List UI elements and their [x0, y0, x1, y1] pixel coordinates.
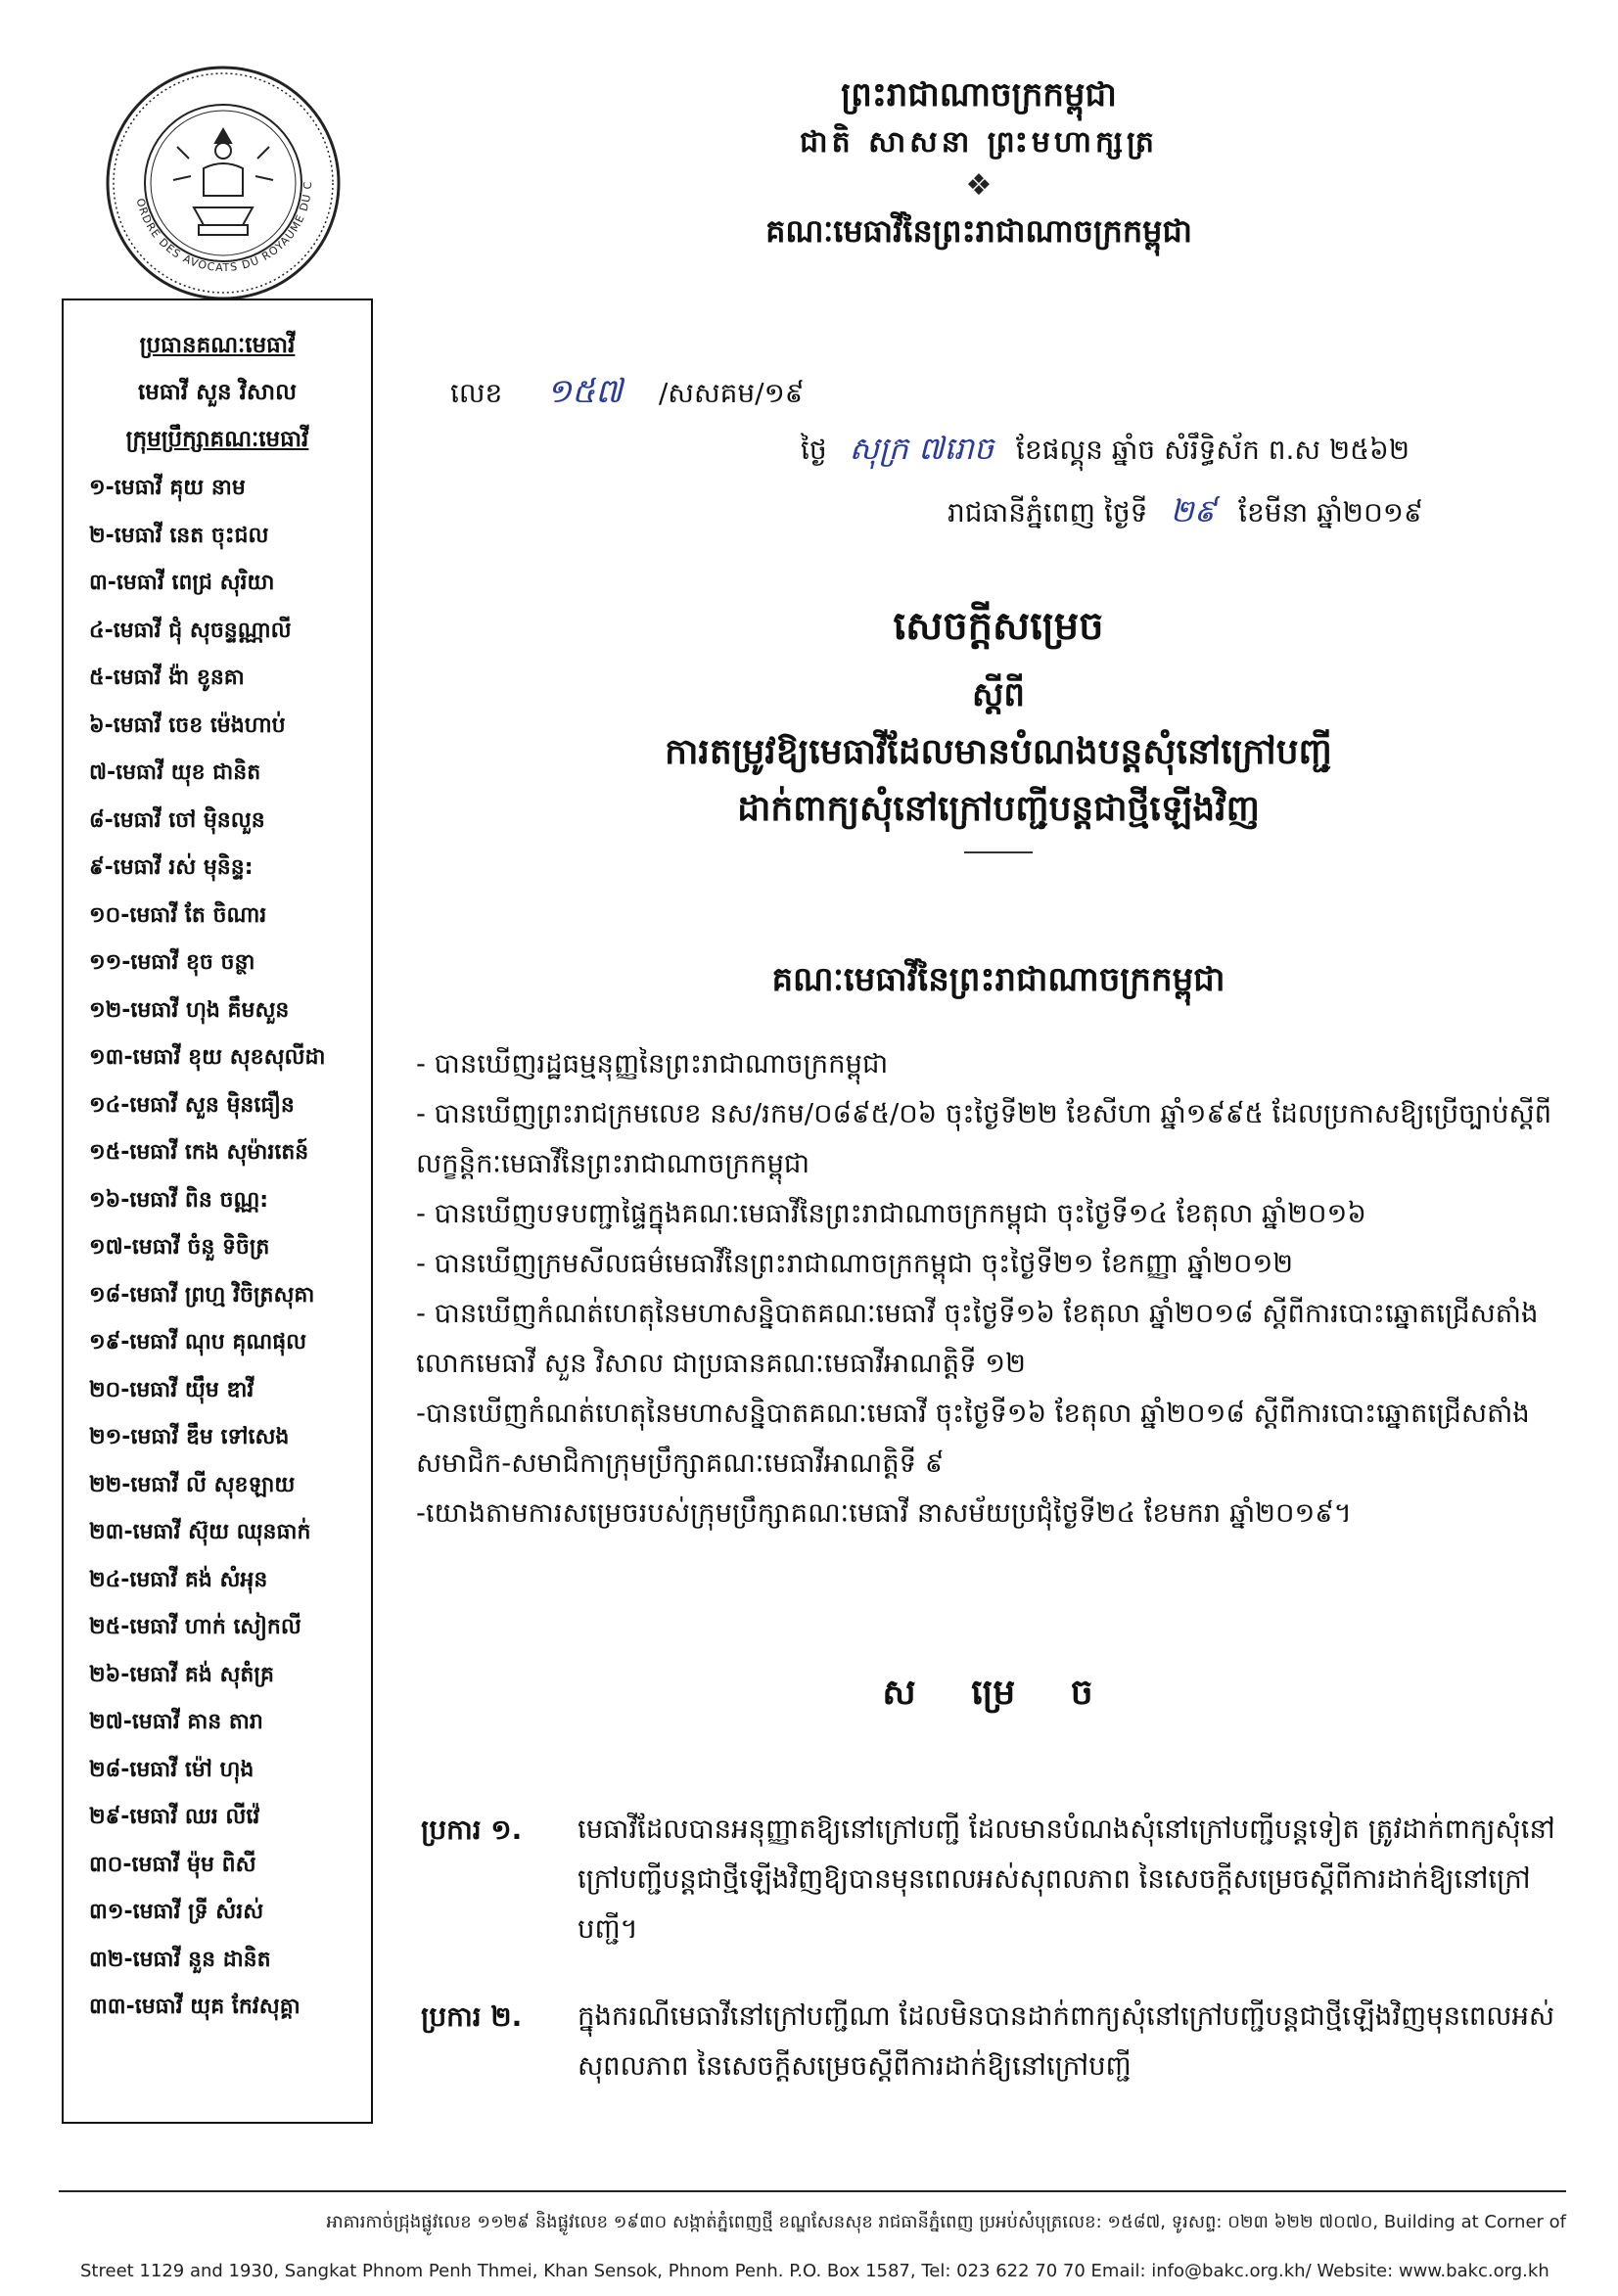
council-member: ២៩-មេធាវី ឈរ លីវ៉េ	[89, 1805, 260, 1829]
article-2-label: ប្រការ ២.	[421, 2000, 523, 2033]
council-member: ១៧-មេធាវី ចំនួ ទិចិត្រ	[89, 1235, 270, 1260]
kingdom-title: ព្រះរាជាណាចក្រកម្ពុជា	[841, 75, 1117, 115]
footer-address-khmer: អាគារកាច់ជ្រុងផ្លូវលេខ ១១២៩ និងផ្លូវលេខ ១៩៣០ សង្កាត់ភ្នំពេញថ្មី ខណ្ឌសែនសុខ រាជធានីភ្នំពេញ ប្រអប់សំបុត្រលេខ: ១៥៨៧, ទូរសព្ទ: ០២៣ ៦២២ ៧០៧០, Building at Corner of	[326, 2212, 1566, 2232]
council-member: ៩-មេធាវី រស់ មុនិន្ទ:	[89, 855, 254, 880]
council-member: ៦-មេធាវី ចេខ ម៉េងហាប់	[89, 712, 286, 738]
council-member: ១៦-មេធាវី ពិន ចណ្ណ:	[89, 1187, 269, 1213]
council-member: ១០-មេធាវី តែ ចិណារ	[89, 902, 267, 928]
article-1-text: មេធាវីដែលបានអនុញ្ញាតឱ្យនៅក្រៅបញ្ជី ដែលមានបំណងសុំនៅក្រៅបញ្ជីបន្តទៀត ត្រូវដាក់ពាក្យសុំនៅក្រៅបញ្ជីបន្តជាថ្មីឡើងវិញឱ្យបានមុនពេលអស់សុពលភាព នៃសេចក្តីសម្រេចស្តីពីការដាក់ឱ្យនៅក្រៅបញ្ជី។	[578, 1814, 1555, 1945]
council-member: ២០-មេធាវី យ៉ឹម ឌាវី	[89, 1377, 254, 1402]
letterhead	[587, 70, 1370, 256]
ref-number-handwritten: ១៥៧	[546, 372, 623, 411]
council-member: ៣២-មេធាវី នួន ដានិត	[89, 1947, 271, 1972]
president-heading: ប្រធានគណៈមេធាវី	[139, 333, 296, 358]
council-name: គណៈមេធាវីនៃព្រះរាជាណាចក្រកម្ពុជា	[765, 212, 1192, 250]
decision-title: សេចក្តីសម្រេច	[893, 604, 1104, 649]
council-member: ២២-មេធាវី លី សុខឡាយ	[89, 1472, 296, 1497]
seal-ring-text: ORDRE DES AVOCATS DU ROYAUME DU C	[133, 180, 315, 275]
article-1-label: ប្រការ ១.	[421, 1814, 523, 1846]
decision-subject-line-2: ដាក់ពាក្យសុំនៅក្រៅបញ្ជីបន្តជាថ្មីឡើងវិញ	[737, 789, 1260, 829]
member-list	[64, 465, 371, 2032]
decision-title-block	[411, 597, 1586, 853]
council-member: ៥-មេធាវី ង៉ា ខូនគា	[89, 666, 245, 690]
council-member: ២១-មេធាវី ឌឹម ទៅសេង	[89, 1425, 290, 1449]
article-2-text: ក្នុងករណីមេធាវីនៅក្រៅបញ្ជីណា ដែលមិនបានដាក់ពាក្យសុំនៅក្រៅបញ្ជីបន្តជាថ្មីឡើងវិញមុនពេលអស់សុពលភាព នៃសេចក្តីសម្រេចស្តីពីការដាក់ឱ្យនៅក្រៅបញ្ជី	[578, 2000, 1555, 2082]
solar-date-city: រាជធានីភ្នំពេញ ថ្ងៃទី	[948, 496, 1148, 528]
footer-divider	[59, 2190, 1566, 2192]
consideration-item: - បានឃើញក្រមសីលធម៌មេធាវីនៃព្រះរាជាណាចក្រកម្ពុជា ចុះថ្ងៃទី២១ ខែកញ្ញា ឆ្នាំ២០១២	[416, 1248, 1294, 1279]
council-member: ១៨-មេធាវី ព្រហ្ម វិចិត្រសុគា	[89, 1282, 315, 1308]
ref-prefix: លេខ	[450, 377, 503, 409]
ref-suffix: /សសគម/១៩	[658, 377, 805, 409]
council-member: ៧-មេធាវី យុខ ជានិត	[89, 760, 261, 785]
council-member: ២៥-មេធាវី ហាក់ សៀកលី	[89, 1615, 301, 1639]
council-member: ២៣-មេធាវី ស៊ុយ ឈុនធាក់	[89, 1520, 311, 1544]
decision-about: ស្តីពី	[972, 675, 1025, 714]
council-member: ៣៣-មេធាវី យុគ កែវសុគ្គា	[89, 1995, 300, 2019]
council-member: ៨-មេធាវី ចៅ ម៉ិនលួន	[89, 807, 265, 833]
council-heading: ក្រុមប្រឹក្សាគណៈមេធាវី	[125, 427, 309, 452]
council-member: ១៣-មេធាវី ខុយ សុខសុលីដា	[89, 1045, 326, 1070]
reference-number	[450, 367, 805, 418]
council-member: ១២-មេធាវី ហុង គឹមសួន	[89, 997, 290, 1023]
bar-association-seal	[101, 61, 346, 305]
title-divider	[964, 851, 1033, 853]
solar-date	[948, 486, 1423, 537]
council-member: ២៧-មេធាវី គាន តារា	[89, 1710, 263, 1734]
council-member: ៣០-មេធាវី ម៉ុម ពិសី	[89, 1852, 256, 1877]
council-member: ២៨-មេធាវី ម៉ៅ ហុង	[89, 1757, 254, 1782]
ornament-icon: ❖	[965, 168, 993, 203]
council-member: ៤-មេធាវី ជុំ សុចន្ទណ្ណាលី	[89, 618, 292, 643]
national-motto: ជាតិ សាសនា ព្រះមហាក្សត្រ	[800, 125, 1158, 160]
decide-heading: ស ម្រេ ច	[882, 1673, 1115, 1713]
solar-date-month-year: ខែមីនា ឆ្នាំ២០១៩	[1238, 496, 1423, 528]
council-member: ១១-មេធាវី ខុច ចន្ថា	[89, 950, 255, 975]
lunar-date	[801, 424, 1410, 475]
article-2	[421, 1992, 1566, 2091]
council-member: ១៤-មេធាវី សួន ម៉ិនធឿន	[89, 1092, 295, 1118]
lunar-date-prefix: ថ្ងៃ	[801, 434, 827, 466]
council-member: ១-មេធាវី គុយ នាម	[89, 476, 246, 500]
president-name: មេធាវី សួន វិសាល	[137, 380, 297, 405]
council-member: ៣-មេធាវី ពេជ្រ សុរិយា	[89, 571, 275, 595]
consideration-item: -បានឃើញកំណត់ហេតុនៃមហាសន្និបាតគណៈមេធាវី ចុះថ្ងៃទី១៦ ខែតុលា ឆ្នាំ២០១៨ ស្តីពីការបោះឆ្នោតជ្រើសតាំងសមាជិក-សមាជិកាក្រុមប្រឹក្សាគណៈមេធាវីអាណត្តិទី ៩	[416, 1398, 1530, 1479]
footer-address-english: Street 1129 and 1930, Sangkat Phnom Penh Thmei, Khan Sensok, Phnom Penh. P.O. Box 1587, Tel: 023 622 70 70 Email: info@bakc.org.kh/ Website: www.bakc.org.kh	[80, 2261, 1549, 2281]
solar-date-day-handwritten: ២៩	[1170, 492, 1217, 529]
consideration-item: - បានឃើញព្រះរាជក្រមលេខ នស/រកម/០៨៩៥/០៦ ចុះថ្ងៃទី២២ ខែសីហា ឆ្នាំ១៩៩៥ ដែលប្រកាសឱ្យប្រើច្បាប់ស្តីពីលក្ខន្តិកៈមេធាវីនៃព្រះរាជាណាចក្រកម្ពុជា	[416, 1098, 1552, 1179]
council-member: ២៦-មេធាវី គង់ សុតំគ្រ	[89, 1662, 274, 1687]
considerations-list	[416, 1039, 1566, 1538]
council-member: ៣១-មេធាវី ទ្រី សំរស់	[89, 1900, 264, 1924]
footer	[59, 2198, 1566, 2296]
consideration-item: - បានឃើញកំណត់ហេតុនៃមហាសន្និបាតគណៈមេធាវី ចុះថ្ងៃទី១៦ ខែតុលា ឆ្នាំ២០១៨ ស្តីពីការបោះឆ្នោតជ្រើសតាំងលោកមេធាវី សួន វិសាល ជាប្រធានគណៈមេធាវីអាណត្តិទី ១២	[416, 1298, 1539, 1379]
consideration-item: - បានឃើញរដ្ឋធម្មនុញ្ញនៃព្រះរាជាណាចក្រកម្ពុជា	[416, 1048, 889, 1079]
consideration-item: -យោងតាមការសម្រេចរបស់ក្រុមប្រឹក្សាគណៈមេធាវី នាសម័យប្រជុំថ្ងៃទី២៤ ខែមករា ឆ្នាំ២០១៩។	[416, 1497, 1352, 1529]
lunar-date-rest: ខែផល្គុន ឆ្នាំច សំរឹទ្ធិស័ក ព.ស ២៥៦២	[1016, 434, 1410, 466]
council-members-sidebar	[62, 298, 373, 2124]
council-member: ២៤-មេធាវី គង់ សំអុន	[89, 1567, 268, 1592]
issuing-body: គណៈមេធាវីនៃព្រះរាជាណាចក្រកម្ពុជា	[771, 960, 1225, 999]
decision-subject-line-1: ការតម្រូវឱ្យមេធាវីដែលមានបំណងបន្តសុំនៅក្រៅបញ្ជី	[665, 732, 1332, 772]
council-member: ១៥-មេធាវី កេង សុម៉ារតេន៍	[89, 1140, 309, 1165]
council-member: ១៩-មេធាវី ណុប គុណផុល	[89, 1330, 307, 1355]
council-member: ២-មេធាវី នេត ចុះជល	[89, 523, 269, 548]
article-1	[421, 1805, 1566, 1954]
lunar-date-handwritten: សុក្រ ៧រោច	[849, 430, 994, 467]
consideration-item: - បានឃើញបទបញ្ជាផ្ទៃក្នុងគណៈមេធាវីនៃព្រះរាជាណាចក្រកម្ពុជា ចុះថ្ងៃទី១៤ ខែតុលា ឆ្នាំ២០១៦	[416, 1198, 1366, 1229]
